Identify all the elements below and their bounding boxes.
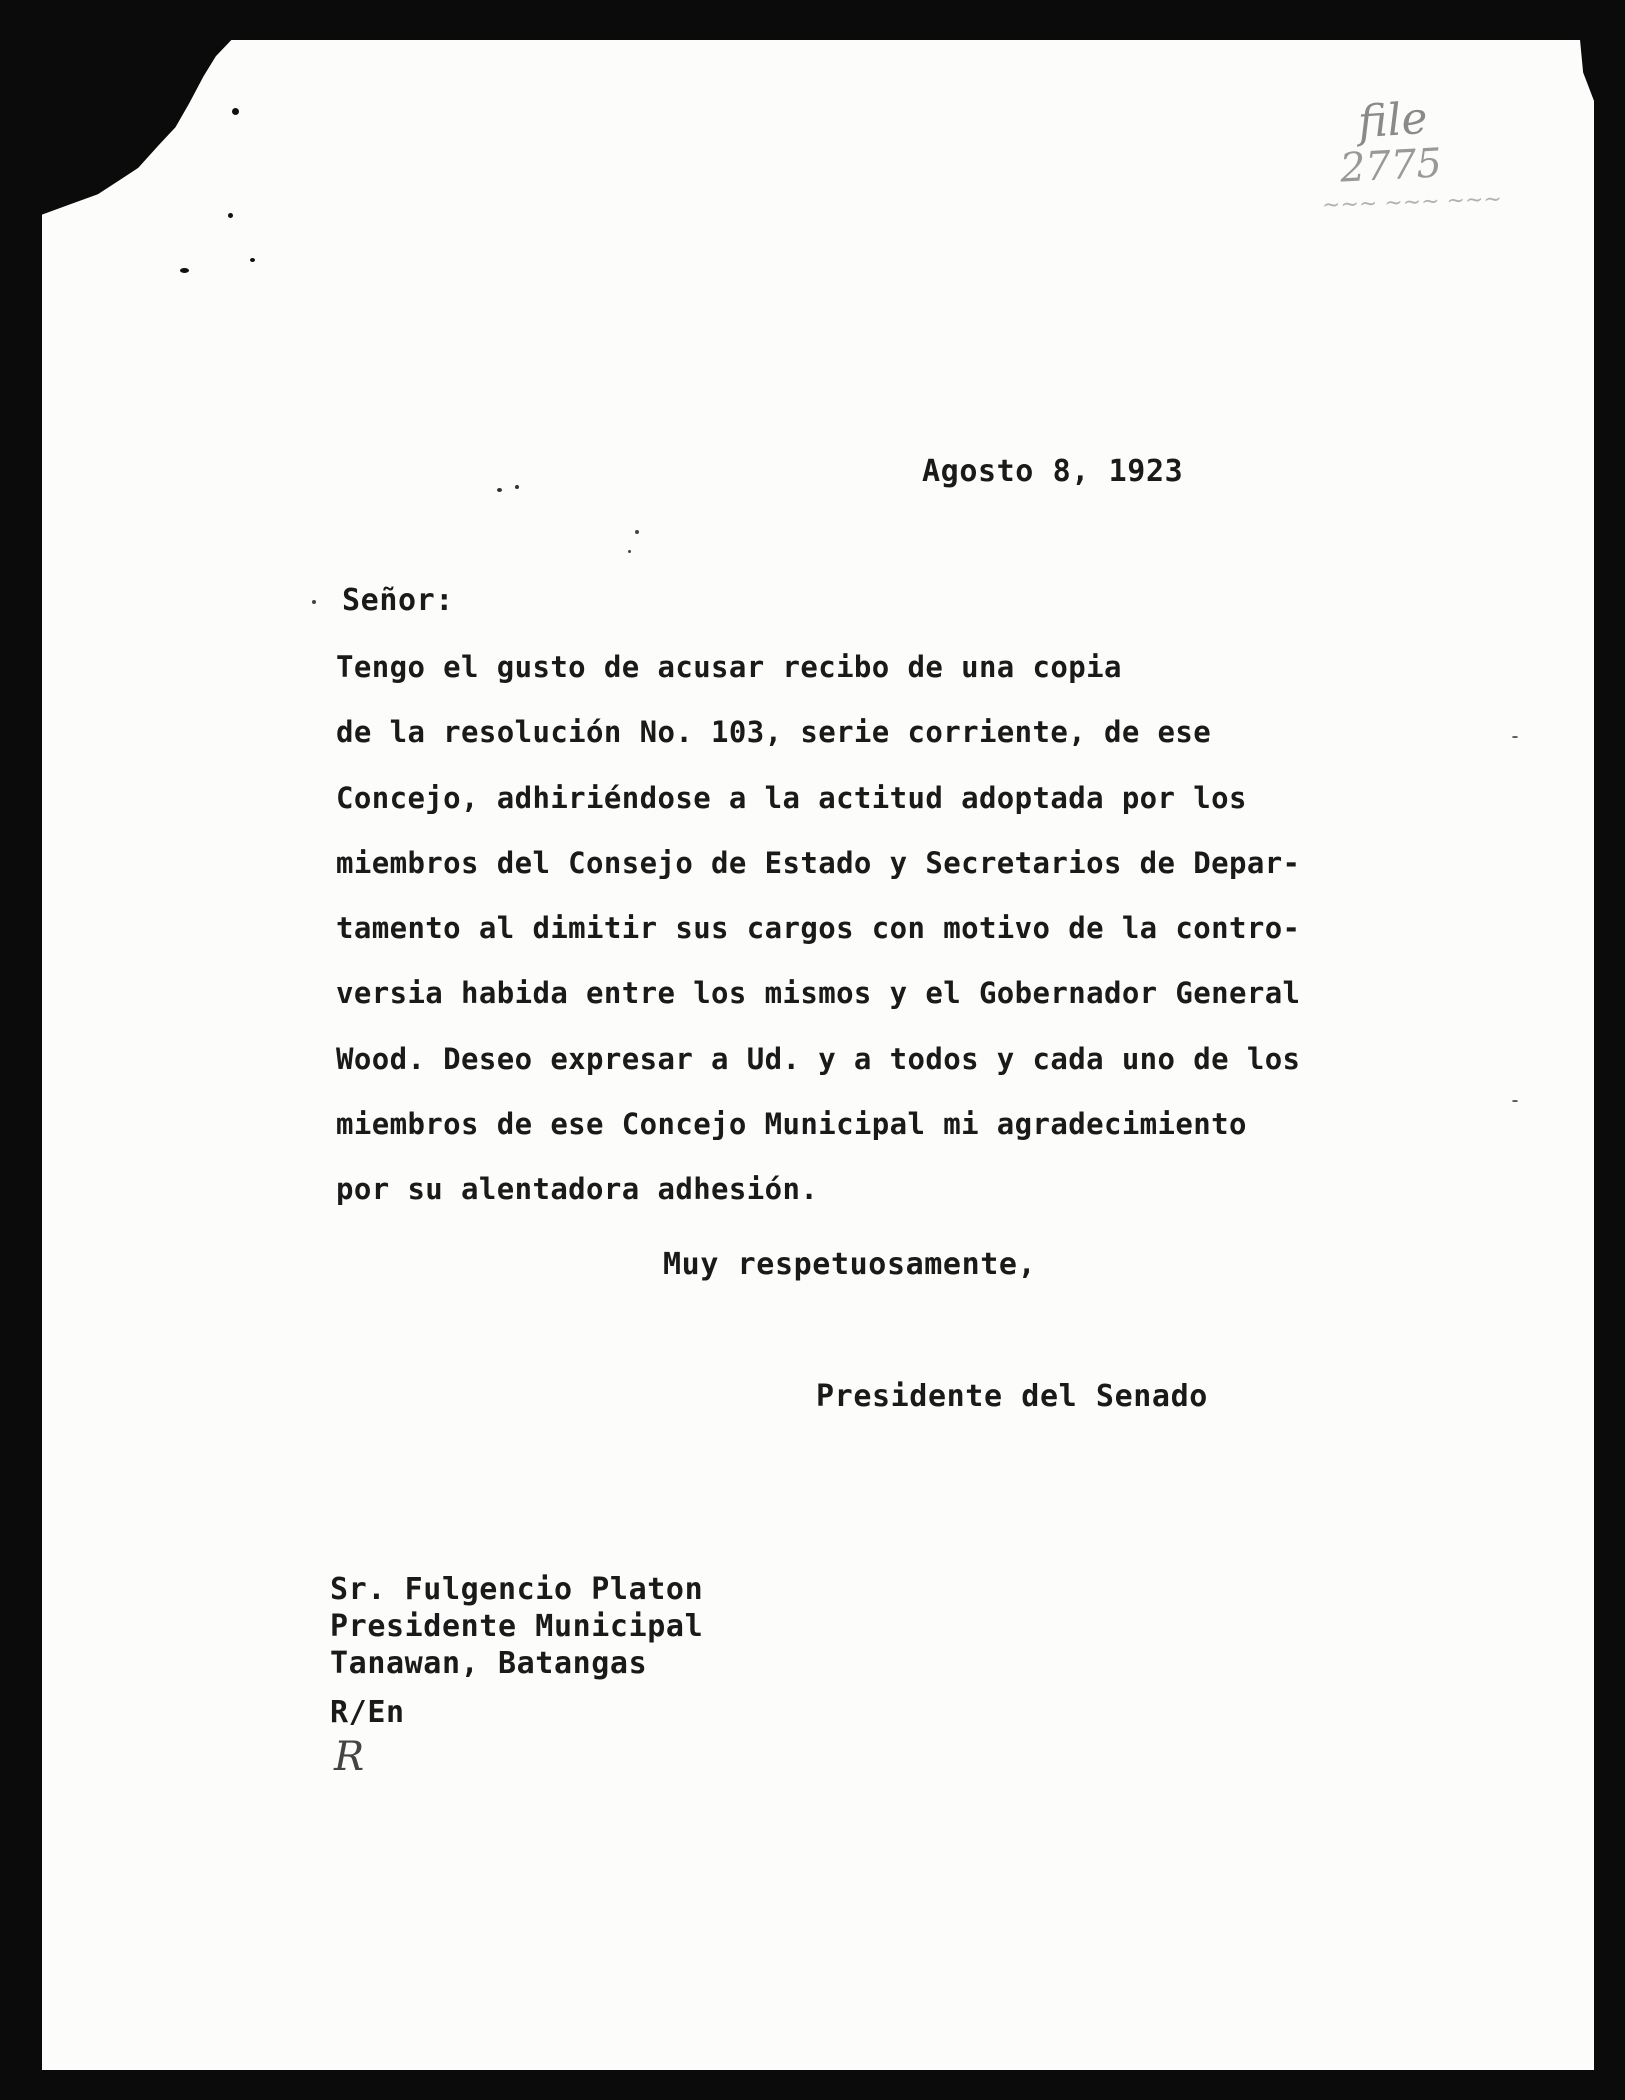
scan-speck (628, 550, 631, 553)
letter-salutation: Señor: (342, 583, 454, 618)
scan-speck (635, 530, 639, 534)
scan-speck (180, 268, 189, 273)
handwritten-file-note: file (1356, 92, 1430, 149)
body-line: versia habida entre los mismos y el Gobernador General (336, 976, 1301, 1011)
scan-speck (250, 258, 255, 262)
body-line: de la resolución No. 103, serie corriente, de ese (336, 715, 1212, 750)
scan-speck (232, 108, 239, 115)
handwritten-faint-scribble: ~~~ ~~~ ~~~ (1321, 186, 1503, 219)
recipient-name: Sr. Fulgencio Platon (330, 1572, 704, 1607)
letter-closing: Muy respetuosamente, (663, 1247, 1037, 1282)
letter-body (336, 650, 1406, 1238)
recipient-title: Presidente Municipal (330, 1609, 704, 1644)
body-line: Tengo el gusto de acusar recibo de una copia (336, 650, 1122, 684)
recipient-address (330, 1572, 703, 1683)
letter-date: Agosto 8, 1923 (922, 454, 1184, 489)
scan-speck (497, 488, 502, 492)
handwritten-initial: R (334, 1734, 365, 1780)
signature-title: Presidente del Senado (816, 1379, 1208, 1414)
scan-speck (515, 485, 519, 489)
typist-initials: R/En (330, 1695, 405, 1730)
recipient-location: Tanawan, Batangas (330, 1646, 648, 1681)
body-line: por su alentadora adhesión. (336, 1172, 819, 1207)
body-line: Wood. Deseo expresar a Ud. y a todos y cada uno de los (336, 1041, 1301, 1076)
body-line: Concejo, adhiriéndose a la actitud adoptada por los (336, 780, 1247, 815)
scan-speck (1512, 736, 1518, 738)
body-line: miembros del Consejo de Estado y Secretarios de Depar- (336, 845, 1301, 880)
scan-speck (1512, 1100, 1518, 1102)
handwritten-number-note: 2775 (1338, 140, 1443, 192)
scan-speck (312, 600, 316, 604)
body-line: tamento al dimitir sus cargos con motivo de la contro- (336, 911, 1301, 946)
body-line: miembros de ese Concejo Municipal mi agradecimiento (336, 1107, 1247, 1142)
scan-speck (228, 213, 233, 218)
